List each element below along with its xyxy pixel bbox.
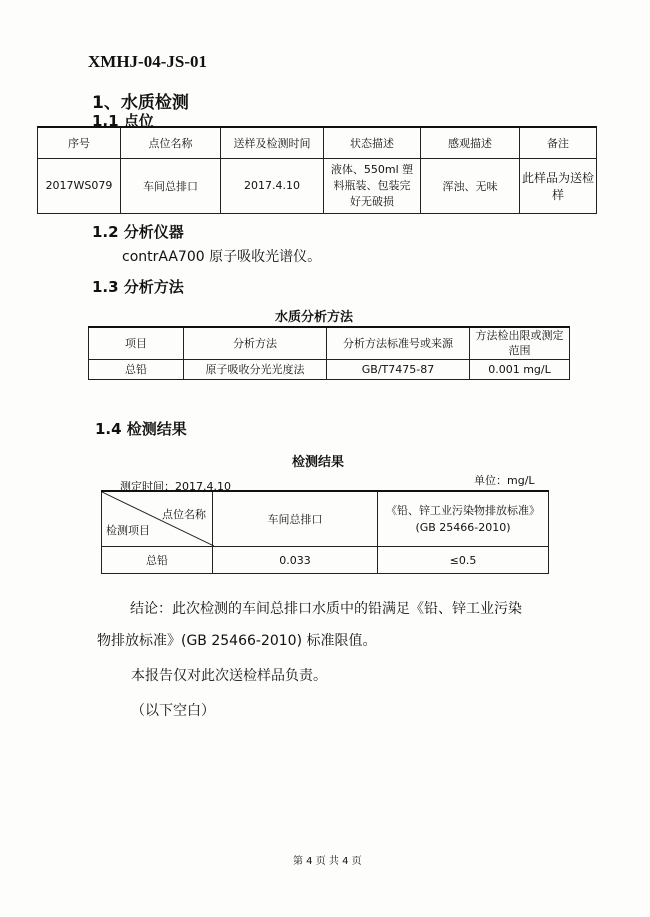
col-header-standard: 分析方法标准号或来源 (327, 327, 470, 359)
result-table (101, 490, 549, 574)
col-header-sensory: 感观描述 (421, 127, 520, 158)
result-table-caption: 检测结果 (292, 455, 345, 470)
diag-top-label: 点位名称 (162, 508, 206, 521)
diagonal-header-cell (102, 491, 213, 547)
cell-status: 液体、550ml 塑料瓶装、包装完好无破损 (324, 158, 421, 213)
blank-note: （以下空白） (131, 703, 215, 719)
cell-detection-limit: 0.001 mg/L (470, 359, 570, 379)
method-table-caption: 水质分析方法 (275, 310, 354, 325)
unit-label: 单位：mg/L (474, 474, 535, 487)
cell-item: 总铅 (89, 359, 184, 379)
col-header-detection-limit: 方法检出限或测定范围 (470, 327, 570, 359)
section-1-2-title: 1.2 分析仪器 (92, 223, 184, 241)
col-header-method: 分析方法 (184, 327, 327, 359)
section-1-3-title: 1.3 分析方法 (92, 278, 184, 296)
section-1-title: 1、水质检测 (92, 93, 189, 113)
col-header-status: 状态描述 (324, 127, 421, 158)
col-header-item: 项目 (89, 327, 184, 359)
cell-result-limit: ≤0.5 (378, 547, 549, 574)
cell-result-value: 0.033 (213, 547, 378, 574)
diag-bottom-label: 检测项目 (106, 524, 150, 537)
cell-standard: GB/T7475-87 (327, 359, 470, 379)
section-1-1-title: 1.1 点位 (92, 112, 154, 130)
analysis-method-table (88, 326, 570, 380)
conclusion-line-1: 结论：此次检测的车间总排口水质中的铅满足《铅、锌工业污染 (130, 601, 522, 617)
cell-serial: 2017WS079 (38, 158, 121, 213)
col-header-site: 车间总排口 (213, 491, 378, 547)
section-1-4-title: 1.4 检测结果 (95, 420, 187, 438)
instrument-text: contrAA700 原子吸收光谱仪。 (122, 249, 322, 265)
test-time: 测定时间：2017.4.10 (120, 480, 231, 493)
cell-method: 原子吸收分光光度法 (184, 359, 327, 379)
cell-point-name: 车间总排口 (121, 158, 221, 213)
col-header-remark: 备注 (520, 127, 597, 158)
col-header-sample-time: 送样及检测时间 (221, 127, 324, 158)
conclusion-line-2: 物排放标准》(GB 25466-2010) 标准限值。 (97, 633, 377, 649)
col-header-emission-standard: 《铅、锌工业污染物排放标准》(GB 25466-2010) (378, 491, 549, 547)
cell-result-item: 总铅 (102, 547, 213, 574)
page-footer: 第 4 页 共 4 页 (293, 856, 362, 867)
responsibility-note: 本报告仅对此次送检样品负责。 (131, 668, 327, 684)
document-code: XMHJ-04-JS-01 (88, 52, 207, 71)
sampling-point-table (37, 126, 597, 214)
col-header-point-name: 点位名称 (121, 127, 221, 158)
cell-remark: 此样品为送检样 (520, 158, 597, 213)
col-header-serial: 序号 (38, 127, 121, 158)
cell-sample-time: 2017.4.10 (221, 158, 324, 213)
cell-sensory: 浑浊、无味 (421, 158, 520, 213)
